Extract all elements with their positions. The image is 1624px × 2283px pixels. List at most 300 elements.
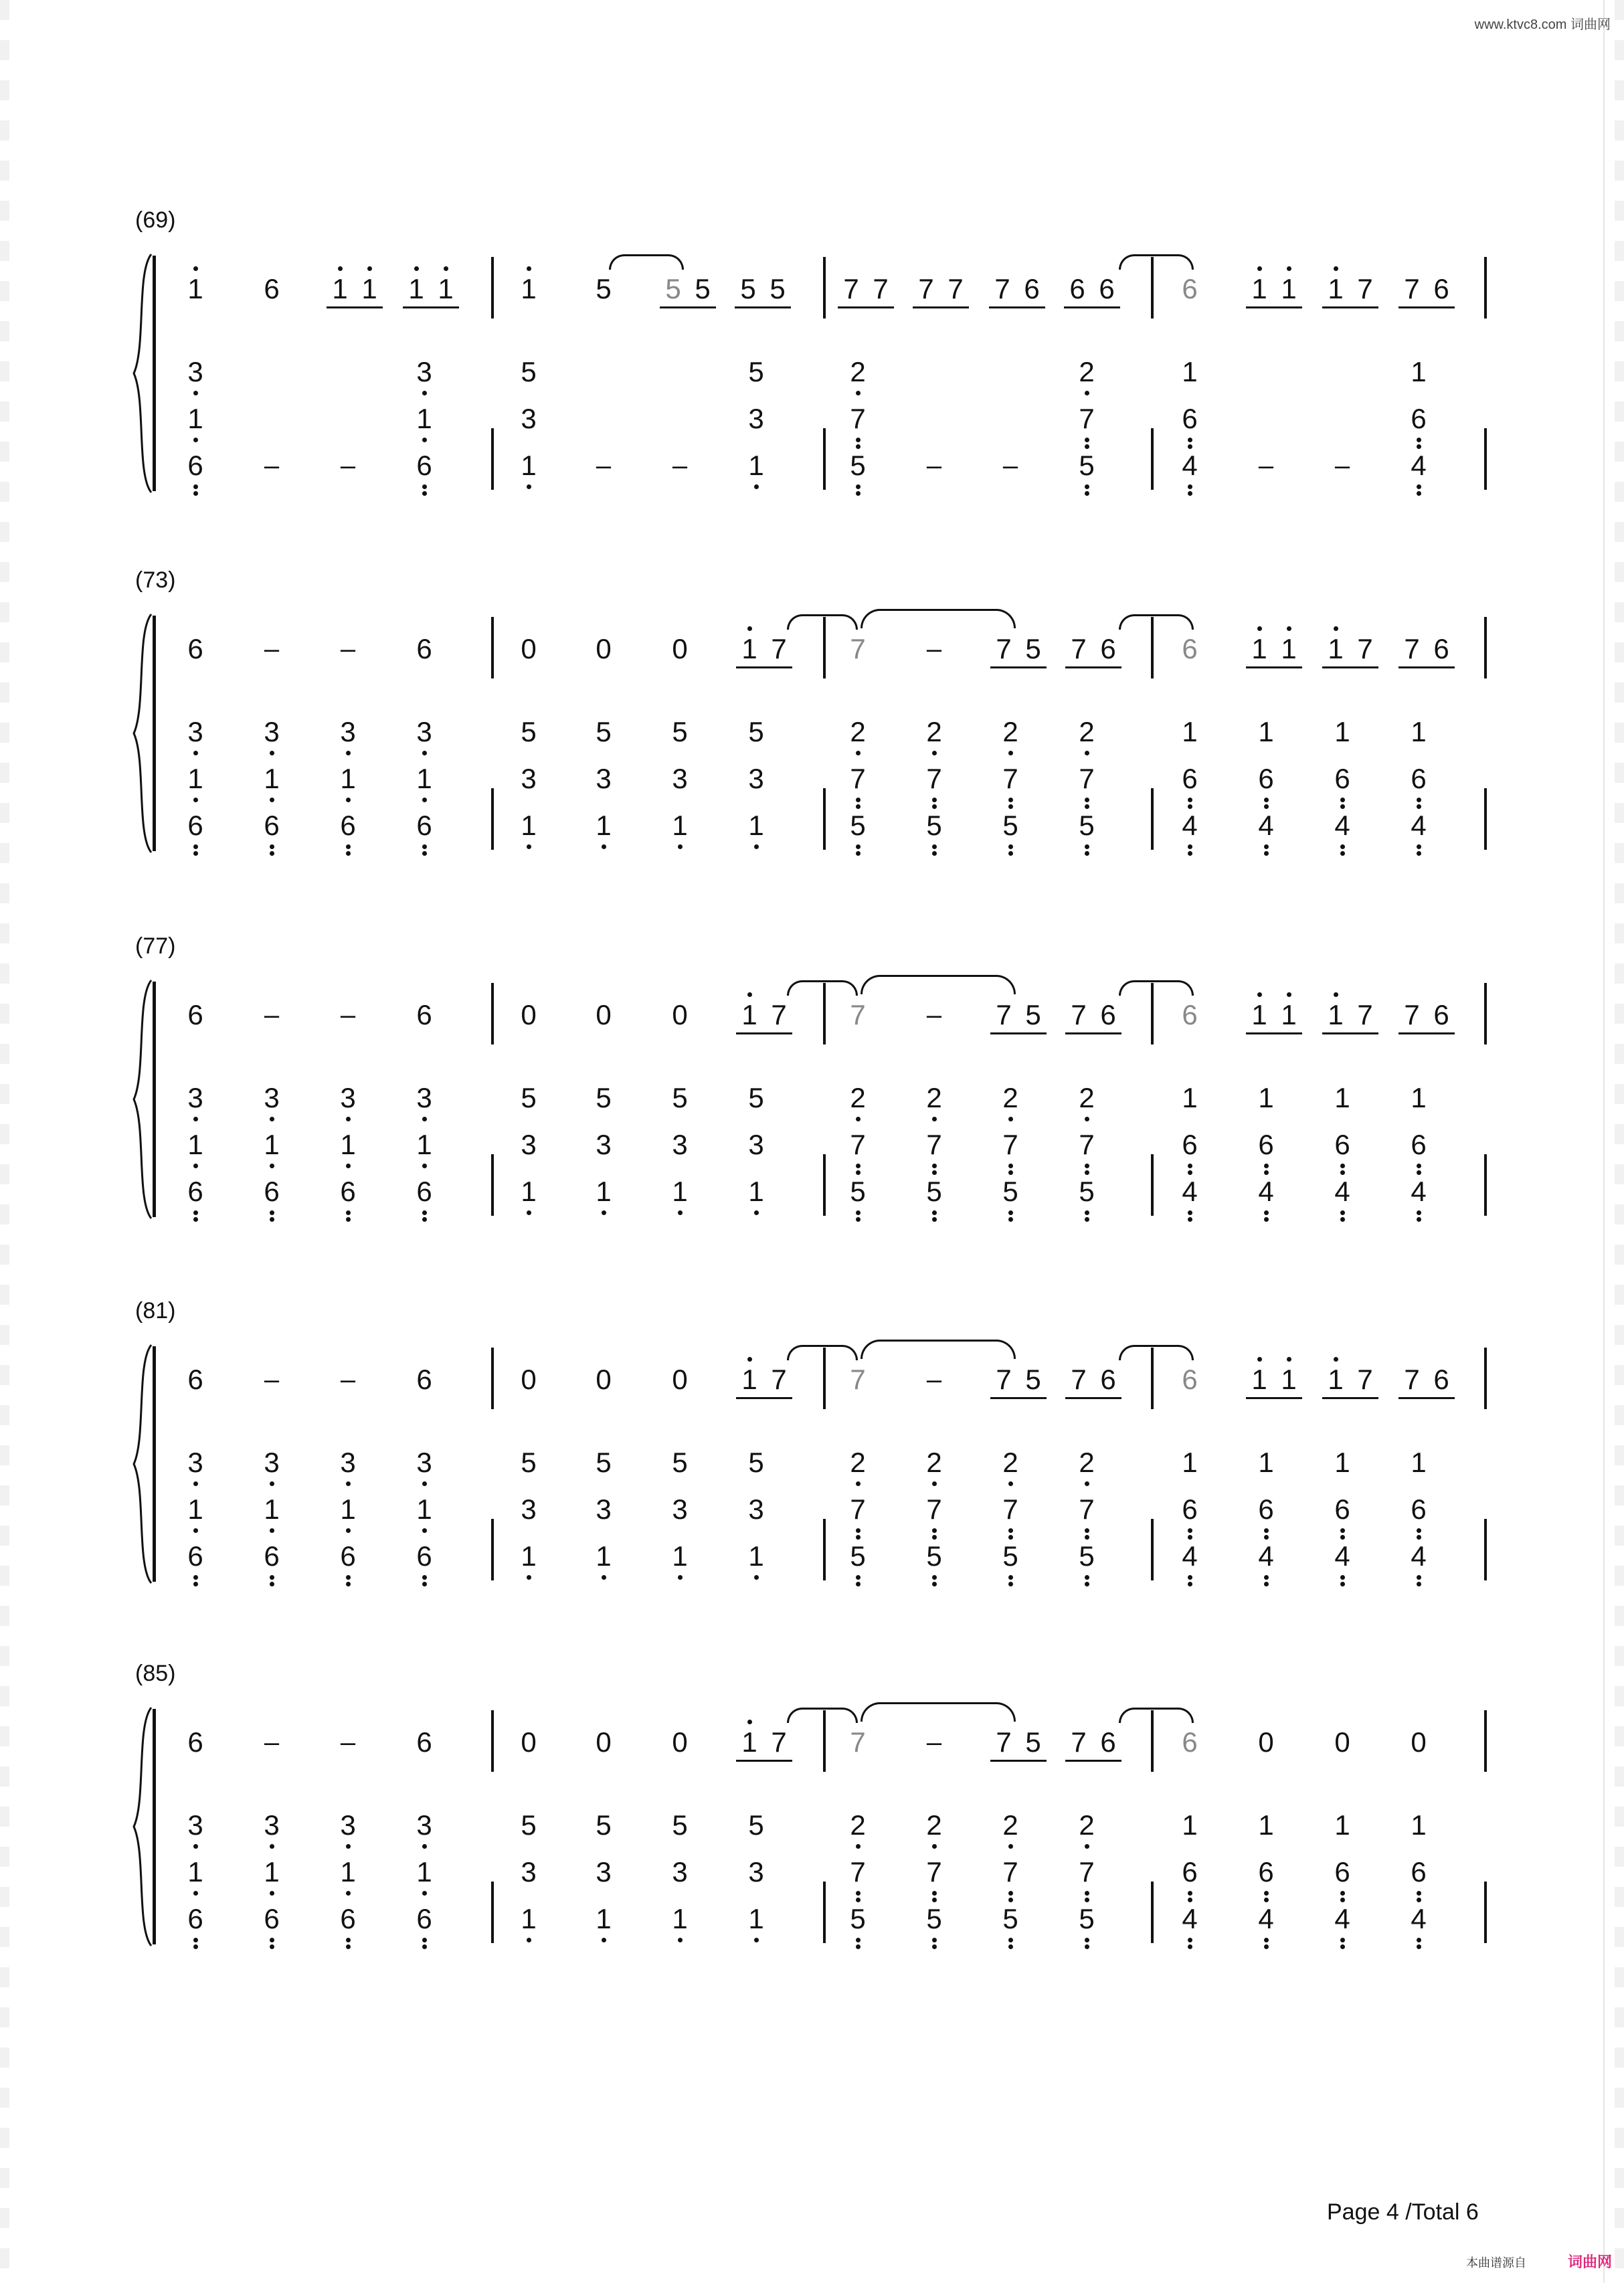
- octave-dot-low: [346, 1938, 351, 1942]
- chord-note: 1: [1182, 1809, 1198, 1841]
- octave-dot-low: [1085, 1944, 1089, 1949]
- eighth-beam: [1065, 1397, 1121, 1399]
- melody-note: 0: [1258, 1726, 1274, 1758]
- chord-note: 5: [596, 716, 612, 747]
- eighth-beam: [1246, 666, 1302, 668]
- melody-note: 7: [873, 273, 889, 304]
- melody-note: 7: [948, 273, 964, 304]
- chord-note: 1: [1258, 1809, 1274, 1841]
- chord-note: 6: [1258, 1493, 1274, 1525]
- melody-note: 6: [1024, 273, 1040, 304]
- chord-note: 6: [1258, 763, 1274, 794]
- octave-dot-low: [1188, 844, 1192, 849]
- melody-note: 7: [1357, 273, 1373, 304]
- octave-dot-low: [193, 1891, 198, 1896]
- octave-dot-low: [1085, 851, 1089, 856]
- chord-note: 3: [187, 356, 203, 387]
- melody-note: 1: [1251, 1364, 1267, 1395]
- tie-arc: [1119, 1345, 1194, 1360]
- octave-dot-low: [346, 851, 351, 856]
- octave-dot-high: [747, 626, 752, 631]
- chord-note: 1: [340, 763, 356, 794]
- octave-dot-low: [1008, 1898, 1013, 1902]
- octave-dot-low: [1417, 1210, 1421, 1215]
- chord-barline: [491, 788, 494, 850]
- chord-note: 1: [416, 403, 432, 434]
- chord-note: 6: [1334, 1129, 1350, 1160]
- chord-note: 3: [596, 1856, 612, 1888]
- octave-dot-low: [754, 484, 759, 489]
- chord-note: 6: [1182, 1493, 1198, 1525]
- octave-dot-low: [678, 1575, 683, 1580]
- melody-note: 1: [1281, 633, 1297, 664]
- octave-dot-low: [1008, 804, 1013, 809]
- melody-note: 6: [1182, 1726, 1198, 1758]
- chord-note: 3: [748, 1129, 764, 1160]
- chord-note: 2: [1002, 1082, 1018, 1113]
- octave-dot-low: [270, 1217, 274, 1222]
- chord-note: 7: [850, 1129, 866, 1160]
- octave-dot-low: [1188, 1528, 1192, 1533]
- chord-note: 3: [748, 1856, 764, 1888]
- melody-note: 5: [1025, 999, 1041, 1030]
- system-bracket-line: [153, 982, 156, 1217]
- melody-note: 7: [996, 1726, 1012, 1758]
- octave-dot-low: [602, 1938, 606, 1942]
- melody-note: 6: [1182, 633, 1198, 664]
- eighth-beam: [990, 1032, 1047, 1034]
- octave-dot-low: [1340, 1944, 1345, 1949]
- chord-note: 3: [187, 1447, 203, 1478]
- chord-note: 1: [340, 1493, 356, 1525]
- melody-note: 5: [770, 273, 786, 304]
- chord-note: 1: [1411, 1447, 1427, 1478]
- octave-dot-low: [1340, 1582, 1345, 1586]
- octave-dot-low: [1188, 484, 1192, 489]
- chord-note: 5: [521, 356, 537, 387]
- octave-dot-high: [1257, 626, 1262, 631]
- chord-note: 1: [596, 810, 612, 841]
- chord-note: 1: [672, 1903, 688, 1934]
- chord-barline: [491, 428, 494, 490]
- chord-note: 7: [850, 1856, 866, 1888]
- octave-dot-low: [1008, 1164, 1013, 1168]
- octave-dot-high: [747, 1720, 752, 1724]
- melody-note: 0: [596, 1726, 612, 1758]
- octave-dot-low: [193, 1164, 198, 1168]
- tie-arc: [787, 1345, 858, 1360]
- octave-dot-low: [856, 391, 861, 395]
- octave-dot-low: [1188, 1938, 1192, 1942]
- octave-dot-low: [422, 491, 427, 496]
- chord-note: 4: [1182, 450, 1198, 481]
- melody-note: –: [340, 634, 356, 664]
- octave-dot-low: [527, 1575, 531, 1580]
- octave-dot-low: [754, 844, 759, 849]
- chord-note: 7: [1002, 1856, 1018, 1888]
- melody-note: 6: [187, 999, 203, 1030]
- melody-note: 7: [1404, 633, 1420, 664]
- octave-dot-low: [856, 1898, 861, 1902]
- melody-note: 7: [1404, 999, 1420, 1030]
- melody-note: 7: [771, 999, 787, 1030]
- octave-dot-low: [346, 1891, 351, 1896]
- octave-dot-low: [346, 1481, 351, 1486]
- chord-note: 5: [850, 450, 866, 481]
- octave-dot-low: [1085, 1528, 1089, 1533]
- octave-dot-low: [856, 798, 861, 802]
- chord-note: 3: [340, 1447, 356, 1478]
- octave-dot-low: [1417, 1217, 1421, 1222]
- chord-note: 3: [596, 1493, 612, 1525]
- octave-dot-low: [270, 1844, 274, 1849]
- chord-note: 1: [1182, 1447, 1198, 1478]
- chord-note: 1: [748, 1176, 764, 1207]
- octave-dot-low: [422, 1891, 427, 1896]
- footer-logo: 词曲网: [1568, 2254, 1613, 2270]
- tie-arc: [787, 614, 858, 630]
- octave-dot-high: [1334, 992, 1338, 997]
- octave-dot-low: [1417, 484, 1421, 489]
- chord-note: 5: [748, 356, 764, 387]
- chord-note: 3: [521, 1129, 537, 1160]
- chord-note: 1: [1258, 1082, 1274, 1113]
- chord-note: 3: [416, 716, 432, 747]
- octave-dot-low: [856, 1117, 861, 1121]
- octave-dot-low: [1264, 1575, 1269, 1580]
- chord-barline: [491, 1519, 494, 1580]
- melody-note: 7: [771, 1726, 787, 1758]
- octave-dot-low: [1008, 1575, 1013, 1580]
- chord-barline: [491, 1154, 494, 1216]
- chord-note: 1: [672, 1540, 688, 1572]
- melody-note: 6: [1433, 273, 1449, 304]
- melody-note: 6: [416, 633, 432, 664]
- chord-note: 5: [1002, 1540, 1018, 1572]
- chord-note: 5: [596, 1447, 612, 1478]
- chord-note: 4: [1411, 810, 1427, 841]
- chord-note: 3: [340, 1082, 356, 1113]
- melody-note: 1: [741, 1364, 757, 1395]
- chord-note: 2: [1079, 1809, 1095, 1841]
- chord-note: 1: [1258, 716, 1274, 747]
- chord-barline: [823, 428, 826, 490]
- octave-dot-low: [1085, 484, 1089, 489]
- octave-dot-low: [932, 1535, 937, 1540]
- octave-dot-low: [932, 1944, 937, 1949]
- octave-dot-low: [193, 844, 198, 849]
- chord-note: 5: [521, 716, 537, 747]
- chord-note: 1: [416, 1493, 432, 1525]
- octave-dot-low: [1188, 798, 1192, 802]
- octave-dot-low: [1417, 798, 1421, 802]
- chord-note: 4: [1182, 1540, 1198, 1572]
- octave-dot-high: [1334, 1357, 1338, 1362]
- octave-dot-low: [1417, 491, 1421, 496]
- chord-note: 3: [748, 763, 764, 794]
- chord-note: 5: [1079, 1176, 1095, 1207]
- melody-note: 1: [1328, 999, 1344, 1030]
- chord-barline: [1151, 1154, 1154, 1216]
- octave-dot-low: [678, 1938, 683, 1942]
- chord-note: 3: [672, 1129, 688, 1160]
- octave-dot-low: [1340, 1938, 1345, 1942]
- octave-dot-low: [422, 1164, 427, 1168]
- chord-note: 2: [1079, 1447, 1095, 1478]
- octave-dot-low: [193, 391, 198, 395]
- octave-dot-low: [1085, 1217, 1089, 1222]
- chord-note: 4: [1182, 1903, 1198, 1934]
- chord-note: 1: [748, 1540, 764, 1572]
- chord-note: 5: [672, 1447, 688, 1478]
- tie-arc: [1119, 1708, 1194, 1723]
- chord-note: 1: [1258, 1447, 1274, 1478]
- chord-note: 5: [1002, 1176, 1018, 1207]
- melody-note: 1: [408, 273, 424, 304]
- chord-note: 5: [521, 1082, 537, 1113]
- chord-note: 4: [1334, 1176, 1350, 1207]
- octave-dot-low: [193, 1481, 198, 1486]
- chord-note: 6: [264, 810, 280, 841]
- octave-dot-low: [1085, 1582, 1089, 1586]
- chord-note: 5: [1002, 810, 1018, 841]
- chord-note: 5: [748, 716, 764, 747]
- chord-note: 4: [1411, 1903, 1427, 1934]
- octave-dot-low: [1340, 1217, 1345, 1222]
- chord-note: 4: [1411, 450, 1427, 481]
- eighth-beam: [1322, 1032, 1378, 1034]
- octave-dot-low: [193, 1944, 198, 1949]
- melody-note: 1: [187, 273, 203, 304]
- octave-dot-low: [1417, 1164, 1421, 1168]
- octave-dot-low: [856, 1891, 861, 1896]
- octave-dot-low: [527, 844, 531, 849]
- eighth-beam: [736, 1397, 792, 1399]
- chord-note: 5: [926, 1540, 942, 1572]
- octave-dot-low: [1085, 1891, 1089, 1896]
- octave-dot-high: [1257, 992, 1262, 997]
- melody-note: 7: [1357, 999, 1373, 1030]
- melody-note: 6: [1182, 273, 1198, 304]
- octave-dot-low: [346, 1528, 351, 1533]
- octave-dot-low: [422, 851, 427, 856]
- melody-note: 7: [996, 1364, 1012, 1395]
- octave-dot-low: [1188, 1210, 1192, 1215]
- chord-note: 1: [521, 1903, 537, 1934]
- melody-note: 6: [1100, 633, 1116, 664]
- octave-dot-low: [856, 1582, 861, 1586]
- chord-note: 6: [1411, 1129, 1427, 1160]
- melody-note: 7: [1357, 1364, 1373, 1395]
- octave-dot-low: [932, 798, 937, 802]
- melody-note: 1: [1328, 273, 1344, 304]
- chord-note: 3: [672, 1493, 688, 1525]
- octave-dot-low: [1264, 1891, 1269, 1896]
- melody-note: –: [926, 634, 942, 664]
- melody-note: 6: [416, 1726, 432, 1758]
- octave-dot-low: [346, 1944, 351, 1949]
- octave-dot-low: [856, 1528, 861, 1533]
- chord-note: 4: [1258, 1540, 1274, 1572]
- melody-barline: [491, 1348, 494, 1409]
- octave-dot-low: [932, 1217, 937, 1222]
- octave-dot-low: [602, 1575, 606, 1580]
- melody-note: 5: [1025, 1726, 1041, 1758]
- melody-note: 5: [695, 273, 711, 304]
- octave-dot-low: [270, 1582, 274, 1586]
- eighth-beam: [1246, 1397, 1302, 1399]
- chord-note: 2: [926, 1447, 942, 1478]
- octave-dot-low: [1008, 1535, 1013, 1540]
- octave-dot-low: [193, 1217, 198, 1222]
- chord-dash: –: [596, 451, 612, 480]
- chord-note: 1: [1411, 356, 1427, 387]
- melody-note: 7: [1071, 999, 1087, 1030]
- chord-note: 3: [340, 1809, 356, 1841]
- octave-dot-low: [1008, 851, 1013, 856]
- melody-note: 6: [1182, 999, 1198, 1030]
- chord-note: 3: [416, 1082, 432, 1113]
- chord-dash: –: [926, 451, 942, 480]
- chord-note: 6: [264, 1540, 280, 1572]
- octave-dot-low: [422, 1217, 427, 1222]
- melody-barline: [491, 617, 494, 678]
- octave-dot-low: [678, 844, 683, 849]
- chord-note: 5: [672, 1082, 688, 1113]
- octave-dot-low: [602, 844, 606, 849]
- octave-dot-low: [602, 1210, 606, 1215]
- chord-note: 7: [1079, 403, 1095, 434]
- chord-barline: [1484, 428, 1487, 490]
- melody-note: 0: [672, 999, 688, 1030]
- octave-dot-low: [270, 851, 274, 856]
- octave-dot-low: [1340, 1575, 1345, 1580]
- chord-barline: [1151, 428, 1154, 490]
- octave-dot-low: [193, 484, 198, 489]
- melody-note: 0: [672, 1726, 688, 1758]
- octave-dot-low: [1188, 491, 1192, 496]
- octave-dot-low: [346, 1210, 351, 1215]
- chord-note: 5: [926, 1903, 942, 1934]
- chord-note: 1: [187, 403, 203, 434]
- octave-dot-low: [422, 1944, 427, 1949]
- chord-note: 6: [1411, 1856, 1427, 1888]
- octave-dot-low: [1085, 1844, 1089, 1849]
- chord-note: 1: [748, 1903, 764, 1934]
- octave-dot-low: [932, 1170, 937, 1175]
- melody-note: 1: [1251, 273, 1267, 304]
- chord-note: 4: [1411, 1540, 1427, 1572]
- chord-barline: [1484, 1882, 1487, 1943]
- chord-note: 6: [340, 1903, 356, 1934]
- octave-dot-low: [422, 798, 427, 802]
- melody-note: 7: [1071, 1364, 1087, 1395]
- chord-note: 1: [1182, 716, 1198, 747]
- chord-note: 1: [416, 763, 432, 794]
- octave-dot-low: [856, 1217, 861, 1222]
- octave-dot-low: [1085, 1210, 1089, 1215]
- melody-note: 7: [771, 633, 787, 664]
- melody-note: 0: [521, 1726, 537, 1758]
- octave-dot-low: [1417, 1938, 1421, 1942]
- octave-dot-low: [1085, 804, 1089, 809]
- octave-dot-low: [856, 1535, 861, 1540]
- melody-note: 7: [996, 633, 1012, 664]
- chord-barline: [1151, 1882, 1154, 1943]
- octave-dot-low: [422, 1481, 427, 1486]
- melody-note: 0: [672, 1364, 688, 1395]
- chord-note: 6: [340, 1540, 356, 1572]
- octave-dot-low: [1340, 1528, 1345, 1533]
- octave-dot-low: [754, 1938, 759, 1942]
- octave-dot-low: [1008, 1217, 1013, 1222]
- octave-dot-low: [678, 1210, 683, 1215]
- chord-note: 6: [340, 810, 356, 841]
- chord-note: 6: [1411, 1493, 1427, 1525]
- melody-note: 7: [843, 273, 859, 304]
- octave-dot-low: [856, 1575, 861, 1580]
- octave-dot-low: [1188, 1891, 1192, 1896]
- melody-note: 0: [521, 633, 537, 664]
- octave-dot-low: [1264, 1170, 1269, 1175]
- octave-dot-low: [932, 851, 937, 856]
- chord-note: 1: [748, 810, 764, 841]
- octave-dot-low: [346, 844, 351, 849]
- chord-note: 5: [521, 1447, 537, 1478]
- chord-note: 5: [672, 1809, 688, 1841]
- octave-dot-low: [193, 1844, 198, 1849]
- octave-dot-low: [1008, 798, 1013, 802]
- octave-dot-low: [1264, 1582, 1269, 1586]
- measure-number: (73): [135, 567, 176, 593]
- melody-note: –: [340, 1728, 356, 1757]
- chord-note: 1: [187, 1856, 203, 1888]
- melody-note: 1: [741, 633, 757, 664]
- octave-dot-low: [1417, 1535, 1421, 1540]
- eighth-beam: [736, 1760, 792, 1762]
- chord-note: 1: [748, 450, 764, 481]
- chord-barline: [823, 788, 826, 850]
- tie-arc: [861, 1702, 1016, 1722]
- octave-dot-low: [1264, 798, 1269, 802]
- melody-note: 6: [187, 633, 203, 664]
- chord-note: 6: [416, 1903, 432, 1934]
- octave-dot-low: [1188, 1170, 1192, 1175]
- octave-dot-low: [1264, 844, 1269, 849]
- octave-dot-low: [856, 484, 861, 489]
- chord-note: 7: [1002, 1129, 1018, 1160]
- melody-note: 6: [187, 1726, 203, 1758]
- eighth-beam: [990, 666, 1047, 668]
- chord-note: 5: [850, 1540, 866, 1572]
- chord-barline: [1484, 788, 1487, 850]
- chord-note: 6: [1334, 763, 1350, 794]
- eighth-beam: [1246, 1032, 1302, 1034]
- octave-dot-high: [1257, 1357, 1262, 1362]
- octave-dot-low: [270, 1481, 274, 1486]
- melody-barline: [1484, 1710, 1487, 1772]
- octave-dot-low: [1008, 1944, 1013, 1949]
- chord-note: 5: [850, 810, 866, 841]
- chord-note: 3: [748, 403, 764, 434]
- octave-dot-high: [1287, 1357, 1291, 1362]
- octave-dot-low: [856, 1164, 861, 1168]
- octave-dot-low: [1008, 1582, 1013, 1586]
- melody-note: –: [926, 1365, 942, 1394]
- octave-dot-low: [932, 1582, 937, 1586]
- octave-dot-low: [1085, 798, 1089, 802]
- chord-note: 2: [1079, 1082, 1095, 1113]
